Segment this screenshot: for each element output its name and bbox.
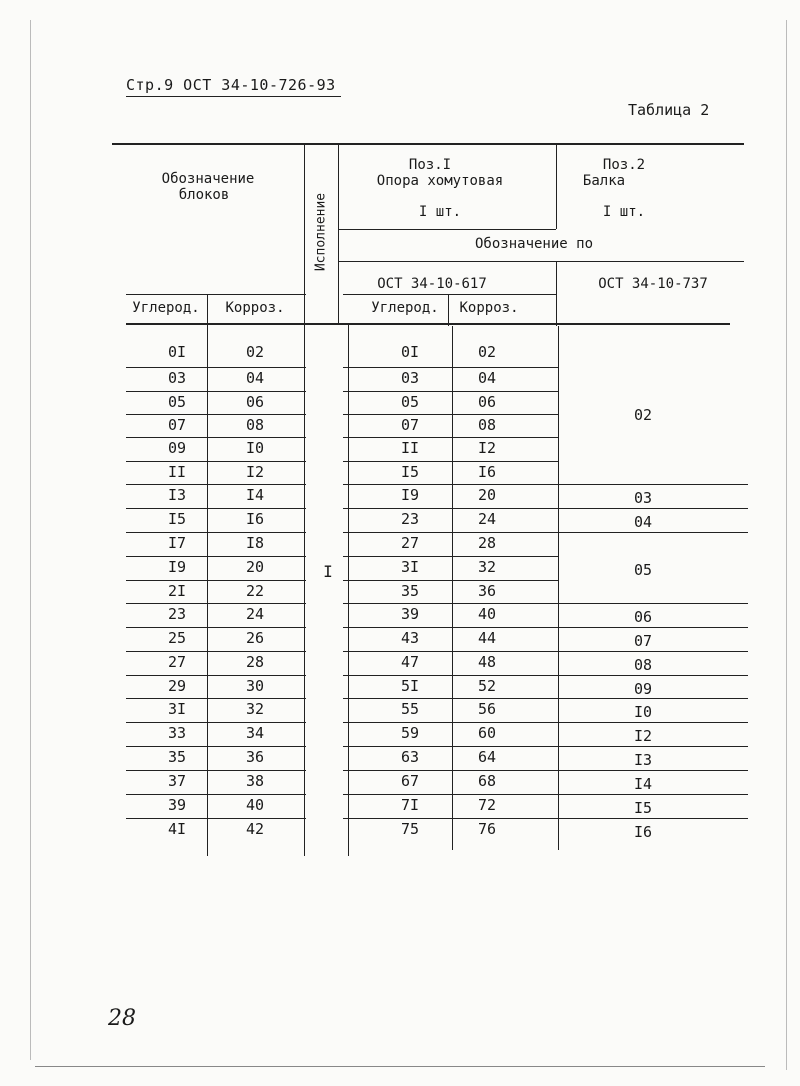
- row-divider: [126, 651, 306, 652]
- pos2-header-line1: Поз.2: [602, 157, 646, 173]
- row-divider: [126, 367, 306, 368]
- blocks-corrosion-cell: 24: [245, 605, 265, 623]
- blocks-designation-header-line1: Обозначение: [161, 171, 255, 187]
- pos2-beam-cell: I0: [633, 703, 653, 721]
- beam-group-divider: [558, 532, 748, 533]
- pos1-carbon-cell: 27: [400, 534, 420, 552]
- blocks-corrosion-header: Корроз.: [225, 300, 285, 316]
- blocks-corrosion-cell: I0: [245, 439, 265, 457]
- execution-header: Исполнение: [313, 192, 329, 272]
- pos1-corrosion-cell: 76: [477, 820, 497, 838]
- pos1-corrosion-cell: 20: [477, 486, 497, 504]
- pos1-header-line1: Поз.I: [408, 157, 452, 173]
- pos1-corrosion-cell: I6: [477, 463, 497, 481]
- pos1-carbon-cell: 35: [400, 582, 420, 600]
- beam-group-divider: [558, 484, 748, 485]
- row-divider: [343, 627, 558, 628]
- row-divider: [343, 746, 558, 747]
- row-divider: [126, 414, 306, 415]
- pos1-corrosion-cell: 08: [477, 416, 497, 434]
- blocks-corrosion-cell: 38: [245, 772, 265, 790]
- blocks-divider: [207, 342, 208, 856]
- beam-group-divider: [558, 770, 748, 771]
- row-divider: [126, 532, 306, 533]
- pos1-carbon-cell: 59: [400, 724, 420, 742]
- pos1-corrosion-cell: 40: [477, 605, 497, 623]
- blocks-carbon-cell: 37: [167, 772, 187, 790]
- blocks-carbon-cell: 25: [167, 629, 187, 647]
- pos1-carbon-cell: 3I: [400, 558, 420, 576]
- pos1-carbon-cell: 55: [400, 700, 420, 718]
- blocks-corrosion-cell: 08: [245, 416, 265, 434]
- blocks-corrosion-cell: 26: [245, 629, 265, 647]
- row-divider: [126, 746, 306, 747]
- row-divider: [126, 461, 306, 462]
- row-divider: [343, 722, 558, 723]
- blocks-corrosion-cell: 32: [245, 700, 265, 718]
- beam-group-divider: [558, 818, 748, 819]
- execution-right-border-header: [338, 143, 339, 323]
- row-divider: [343, 770, 558, 771]
- execution-right-border: [348, 323, 349, 856]
- blocks-carbon-cell: I3: [167, 486, 187, 504]
- pos-divider: [558, 326, 559, 850]
- pos1-carbon-cell: I5: [400, 463, 420, 481]
- pos-divider-mid: [556, 261, 557, 326]
- qty-row-border: [338, 229, 556, 230]
- blocks-carbon-cell: 05: [167, 393, 187, 411]
- pos2-beam-cell: I4: [633, 775, 653, 793]
- pos2-beam-cell: I6: [633, 823, 653, 841]
- blocks-carbon-cell: I9: [167, 558, 187, 576]
- blocks-carbon-cell: 0I: [167, 343, 187, 361]
- blocks-carbon-cell: 23: [167, 605, 187, 623]
- row-divider: [343, 414, 558, 415]
- table-top-border: [112, 143, 744, 145]
- pos1-corrosion-cell: 24: [477, 510, 497, 528]
- pos1-carbon-cell: 63: [400, 748, 420, 766]
- blocks-carbon-cell: II: [167, 463, 187, 481]
- pos1-carbon-cell: 0I: [400, 343, 420, 361]
- blocks-corrosion-cell: 04: [245, 369, 265, 387]
- pos1-corrosion-cell: I2: [477, 439, 497, 457]
- pos2-beam-cell: 07: [633, 632, 653, 650]
- pos1-carbon-cell: 43: [400, 629, 420, 647]
- pos2-beam-cell: 03: [633, 489, 653, 507]
- row-divider: [126, 675, 306, 676]
- blocks-corrosion-cell: I4: [245, 486, 265, 504]
- row-divider: [343, 461, 558, 462]
- blocks-carbon-cell: 07: [167, 416, 187, 434]
- page-number: 28: [108, 1006, 136, 1031]
- pos2-quantity: I шт.: [602, 204, 646, 220]
- pos1-carbon-cell: 05: [400, 393, 420, 411]
- row-divider: [343, 818, 558, 819]
- row-divider: [343, 651, 558, 652]
- pos2-beam-cell: 06: [633, 608, 653, 626]
- blocks-divider-header: [207, 294, 208, 342]
- standard-617-header: ОСТ 34-10-617: [377, 276, 487, 292]
- row-divider: [343, 508, 558, 509]
- beam-group-divider: [558, 794, 748, 795]
- pos2-beam-cell: 05: [633, 560, 653, 579]
- blocks-corrosion-cell: I8: [245, 534, 265, 552]
- blocks-corrosion-cell: 20: [245, 558, 265, 576]
- blocks-carbon-cell: 03: [167, 369, 187, 387]
- pos2-beam-cell: 09: [633, 679, 653, 698]
- pos1-corrosion-cell: 06: [477, 393, 497, 411]
- row-divider: [126, 627, 306, 628]
- row-divider: [126, 484, 306, 485]
- beam-group-divider: [558, 508, 748, 509]
- row-divider: [343, 367, 558, 368]
- pos1-carbon-cell: 23: [400, 510, 420, 528]
- pos1-subheader-border: [343, 294, 556, 295]
- row-divider: [343, 532, 558, 533]
- row-divider: [343, 580, 558, 581]
- pos1-divider: [452, 326, 453, 850]
- row-divider: [126, 437, 306, 438]
- pos1-corrosion-cell: 56: [477, 700, 497, 718]
- page-reference-underline: [126, 96, 341, 97]
- pos1-corrosion-cell: 64: [477, 748, 497, 766]
- pos1-corrosion-cell: 68: [477, 772, 497, 790]
- pos1-carbon-cell: 67: [400, 772, 420, 790]
- row-divider: [343, 391, 558, 392]
- pos1-corrosion-cell: 02: [477, 343, 497, 361]
- pos1-corrosion-cell: 52: [477, 677, 497, 695]
- blocks-corrosion-cell: 06: [245, 393, 265, 411]
- blocks-corrosion-cell: 30: [245, 677, 265, 695]
- pos1-carbon-cell: 7I: [400, 796, 420, 814]
- pos2-beam-cell: I3: [633, 751, 653, 769]
- pos1-carbon-cell: I9: [400, 486, 420, 504]
- row-divider: [343, 484, 558, 485]
- blocks-carbon-header: Углерод.: [132, 300, 200, 316]
- pos1-corrosion-cell: 32: [477, 558, 497, 576]
- blocks-corrosion-cell: 42: [245, 820, 265, 838]
- pos1-corrosion-header: Корроз.: [459, 300, 519, 316]
- row-divider: [126, 698, 306, 699]
- pos1-quantity: I шт.: [418, 204, 462, 220]
- row-divider: [343, 794, 558, 795]
- pos2-beam-cell: 02: [633, 405, 653, 424]
- row-divider: [126, 722, 306, 723]
- pos1-carbon-cell: 47: [400, 653, 420, 671]
- pos2-beam-cell: I2: [633, 727, 653, 745]
- blocks-carbon-cell: I7: [167, 534, 187, 552]
- row-divider: [126, 603, 306, 604]
- pos2-beam-cell: I5: [633, 799, 653, 817]
- blocks-corrosion-cell: 34: [245, 724, 265, 742]
- beam-group-divider: [558, 627, 748, 628]
- beam-group-divider: [558, 722, 748, 723]
- designation-by-header: Обозначение по: [474, 236, 594, 252]
- row-divider: [126, 508, 306, 509]
- designation-row-border: [338, 261, 744, 262]
- pos1-carbon-cell: II: [400, 439, 420, 457]
- pos1-carbon-cell: 07: [400, 416, 420, 434]
- execution-value: I: [323, 562, 333, 581]
- row-divider: [126, 818, 306, 819]
- blocks-corrosion-cell: 36: [245, 748, 265, 766]
- blocks-carbon-cell: 39: [167, 796, 187, 814]
- blocks-carbon-cell: 3I: [167, 700, 187, 718]
- blocks-corrosion-cell: I6: [245, 510, 265, 528]
- blocks-carbon-cell: 09: [167, 439, 187, 457]
- row-divider: [126, 794, 306, 795]
- blocks-carbon-cell: 27: [167, 653, 187, 671]
- beam-group-divider: [558, 651, 748, 652]
- pos2-header-line2: Балка: [582, 173, 626, 189]
- pos1-corrosion-cell: 60: [477, 724, 497, 742]
- blocks-carbon-cell: 35: [167, 748, 187, 766]
- header-bottom-border: [126, 323, 730, 325]
- row-divider: [343, 675, 558, 676]
- pos1-corrosion-cell: 36: [477, 582, 497, 600]
- row-divider: [126, 556, 306, 557]
- row-divider: [126, 770, 306, 771]
- blocks-corrosion-cell: 40: [245, 796, 265, 814]
- pos2-beam-cell: 04: [633, 513, 653, 531]
- pos1-carbon-cell: 75: [400, 820, 420, 838]
- pos1-corrosion-cell: 48: [477, 653, 497, 671]
- blocks-subheader-border: [126, 294, 306, 295]
- blocks-designation-header-line2: блоков: [178, 187, 230, 203]
- pos2-beam-cell: 08: [633, 656, 653, 674]
- pos1-divider-header: [448, 294, 449, 326]
- blocks-carbon-cell: 2I: [167, 582, 187, 600]
- pos1-corrosion-cell: 04: [477, 369, 497, 387]
- blocks-corrosion-cell: 02: [245, 343, 265, 361]
- standard-737-header: ОСТ 34-10-737: [598, 276, 708, 292]
- blocks-carbon-cell: 4I: [167, 820, 187, 838]
- row-divider: [343, 437, 558, 438]
- beam-group-divider: [558, 675, 748, 676]
- row-divider: [343, 698, 558, 699]
- pos-divider-top: [556, 143, 557, 229]
- pos1-corrosion-cell: 44: [477, 629, 497, 647]
- pos1-carbon-cell: 5I: [400, 677, 420, 695]
- table-label: Таблица 2: [628, 101, 710, 119]
- blocks-carbon-cell: 29: [167, 677, 187, 695]
- blocks-corrosion-cell: 22: [245, 582, 265, 600]
- beam-group-divider: [558, 698, 748, 699]
- pos1-header-line2: Опора хомутовая: [376, 173, 504, 189]
- pos1-corrosion-cell: 72: [477, 796, 497, 814]
- row-divider: [343, 556, 558, 557]
- beam-group-divider: [558, 603, 748, 604]
- beam-group-divider: [558, 746, 748, 747]
- pos1-carbon-header: Углерод.: [371, 300, 439, 316]
- blocks-carbon-cell: 33: [167, 724, 187, 742]
- page-reference: Стр.9 ОСТ 34-10-726-93: [126, 76, 336, 94]
- pos1-carbon-cell: 03: [400, 369, 420, 387]
- pos1-carbon-cell: 39: [400, 605, 420, 623]
- blocks-carbon-cell: I5: [167, 510, 187, 528]
- row-divider: [343, 603, 558, 604]
- row-divider: [126, 580, 306, 581]
- row-divider: [126, 391, 306, 392]
- blocks-corrosion-cell: 28: [245, 653, 265, 671]
- execution-left-border: [304, 143, 305, 856]
- blocks-corrosion-cell: I2: [245, 463, 265, 481]
- pos1-corrosion-cell: 28: [477, 534, 497, 552]
